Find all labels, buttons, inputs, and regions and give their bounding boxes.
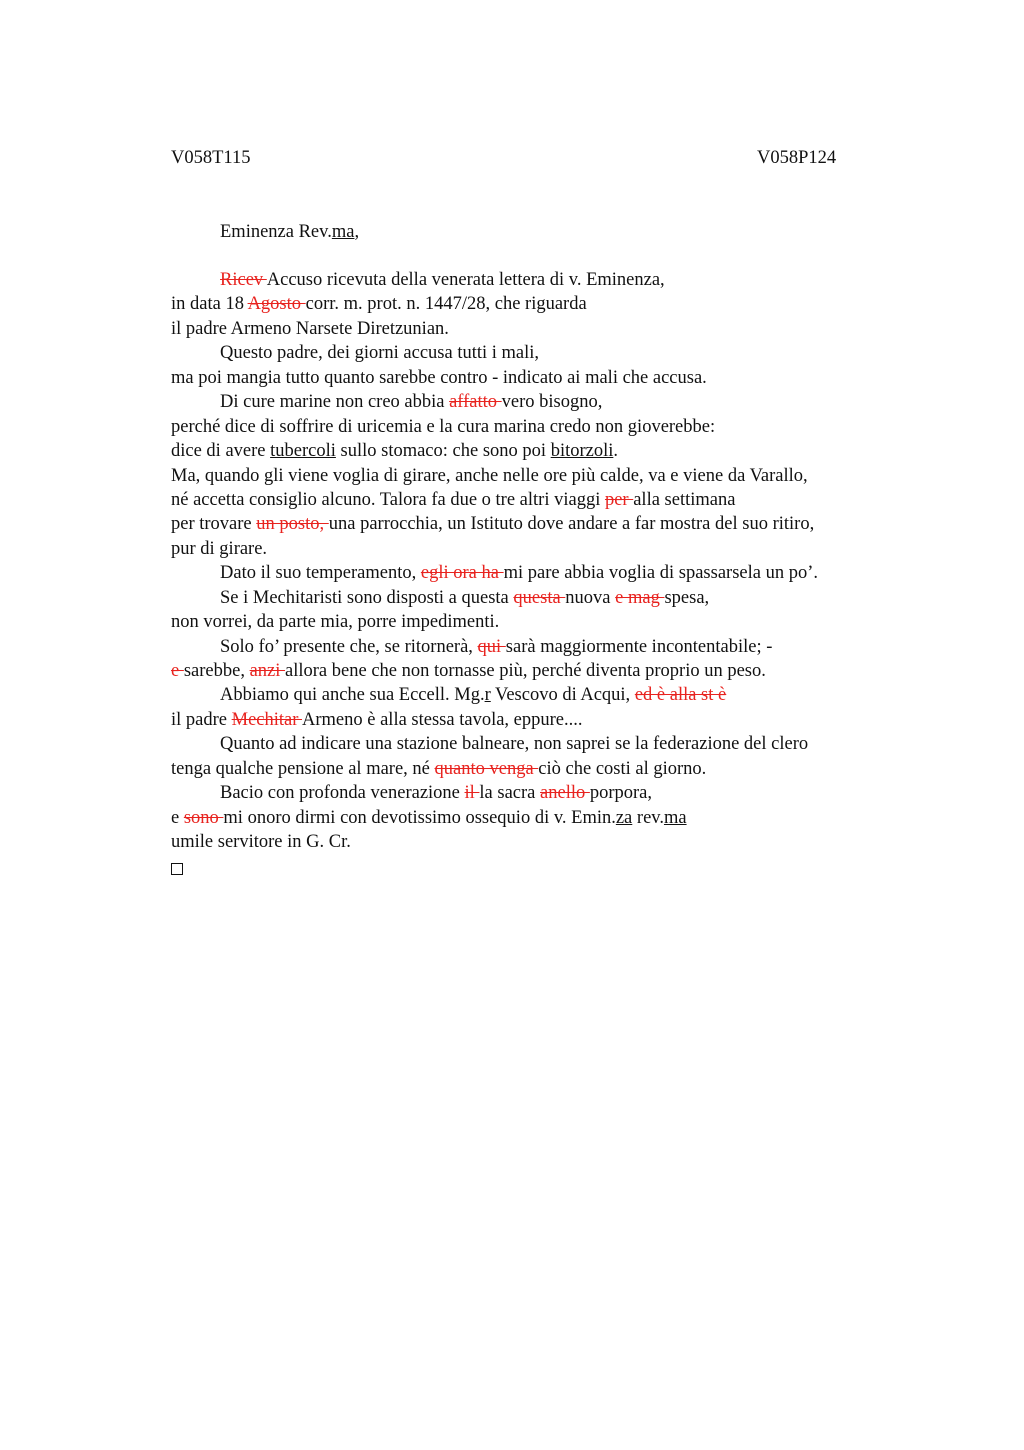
letter-line bbox=[171, 292, 911, 316]
salutation-abbr: ma bbox=[331, 222, 355, 242]
line-text: Quanto ad indicare una stazione balneare, non saprei se la federazione del clero bbox=[220, 734, 809, 755]
line-text: in data 18 bbox=[171, 294, 248, 315]
letter-line bbox=[171, 439, 911, 463]
end-of-document-box-icon bbox=[171, 863, 183, 875]
line-text: mi pare abbia voglia di spassarsela un po’. bbox=[503, 563, 819, 584]
letter-line bbox=[171, 757, 911, 781]
letter-line bbox=[171, 464, 911, 488]
line-text: né accetta consiglio alcuno. Talora fa due o tre altri viaggi bbox=[171, 489, 605, 510]
letter-line bbox=[171, 341, 911, 365]
deleted-text: qui bbox=[477, 636, 506, 657]
line-text: non vorrei, da parte mia, porre impedimenti. bbox=[171, 612, 500, 633]
line-text: nuova bbox=[565, 587, 616, 608]
underlined-text: r bbox=[484, 685, 491, 706]
line-text: allora bene che non tornasse più, perché diventa proprio un peso. bbox=[285, 661, 766, 681]
deleted-text: ed è alla st è bbox=[634, 685, 727, 706]
underlined-text: ma bbox=[663, 807, 687, 828]
line-text: umile servitore in G. Cr. bbox=[171, 832, 351, 853]
line-text: Dato il suo temperamento, bbox=[220, 563, 421, 584]
underlined-text: za bbox=[615, 807, 633, 828]
deleted-text: Agosto bbox=[247, 294, 306, 315]
line-text: per trovare bbox=[171, 514, 257, 535]
line-text: Vescovo di Acqui, bbox=[490, 685, 635, 706]
line-text: pur di girare. bbox=[171, 538, 268, 559]
letter-line bbox=[171, 366, 911, 390]
line-text: rev. bbox=[632, 807, 664, 828]
deleted-text: Mechitar bbox=[231, 709, 303, 730]
line-text: Ma, quando gli viene voglia di girare, anche nelle ore più calde, va e viene da Varallo, bbox=[171, 465, 808, 486]
letter-line bbox=[171, 732, 911, 756]
line-text: la sacra bbox=[479, 783, 541, 804]
line-text: una parrocchia, un Istituto dove andare a far mostra del suo ritiro, bbox=[328, 514, 815, 535]
line-text: . bbox=[613, 441, 618, 462]
deleted-text: Ricev bbox=[220, 270, 267, 290]
letter-line bbox=[171, 512, 911, 536]
line-text: perché dice di soffrire di uricemia e la cura marina credo non gioverebbe: bbox=[171, 416, 716, 437]
line-text: Bacio con profonda venerazione bbox=[220, 783, 465, 804]
underlined-text: bitorzoli bbox=[550, 441, 614, 462]
letter-line bbox=[171, 830, 911, 854]
line-text: sullo stomaco: che sono poi bbox=[335, 441, 551, 462]
line-text: spesa, bbox=[664, 587, 710, 608]
letter-line bbox=[171, 415, 911, 439]
underlined-text: tubercoli bbox=[270, 441, 336, 462]
deleted-text: affatto bbox=[449, 392, 502, 413]
line-text: Di cure marine non creo abbia bbox=[220, 392, 450, 413]
end-marker-line bbox=[171, 855, 911, 879]
letter-line bbox=[171, 708, 911, 732]
letter-line bbox=[171, 586, 911, 610]
line-text: il padre Armeno Narsete Diretzunian. bbox=[171, 318, 449, 339]
letter-body bbox=[171, 268, 911, 879]
deleted-text: anzi bbox=[249, 661, 286, 681]
line-text: mi onoro dirmi con devotissimo ossequio di v. Emin. bbox=[223, 807, 616, 828]
line-text: dice di avere bbox=[171, 441, 271, 462]
deleted-text: sono bbox=[183, 807, 224, 828]
letter-line bbox=[171, 635, 911, 659]
line-text: il padre bbox=[171, 709, 232, 730]
line-text: Abbiamo qui anche sua Eccell. Mg. bbox=[220, 685, 485, 706]
letter-line bbox=[171, 537, 911, 561]
deleted-text: per bbox=[604, 489, 634, 510]
line-text: tenga qualche pensione al mare, né bbox=[171, 758, 435, 779]
deleted-text: quanto venga bbox=[434, 758, 539, 779]
line-text: Se i Mechitaristi sono disposti a questa bbox=[220, 587, 514, 608]
deleted-text: un posto, bbox=[256, 514, 329, 535]
letter-line bbox=[171, 317, 911, 341]
line-text: Accuso ricevuta della venerata lettera di v. Eminenza, bbox=[266, 270, 665, 290]
document-code-left: V058T115 bbox=[171, 148, 251, 168]
document-code-right: V058P124 bbox=[757, 148, 837, 168]
letter-line bbox=[171, 488, 911, 512]
letter-line bbox=[171, 268, 911, 292]
deleted-text: egli ora ha bbox=[420, 563, 504, 584]
line-text: Solo fo’ presente che, se ritornerà, bbox=[220, 636, 478, 657]
line-text: Questo padre, dei giorni accusa tutti i mali, bbox=[220, 343, 540, 364]
line-text: sarà maggiormente incontentabile; - bbox=[505, 636, 773, 657]
line-text: ma poi mangia tutto quanto sarebbe contro - indicato ai mali che accusa. bbox=[171, 367, 707, 388]
line-text: Armeno è alla stessa tavola, eppure.... bbox=[302, 709, 583, 730]
letter-line bbox=[171, 781, 911, 805]
deleted-text: e mag bbox=[615, 587, 665, 608]
letter-line bbox=[171, 610, 911, 634]
line-text: vero bisogno, bbox=[501, 392, 603, 413]
deleted-text: il bbox=[464, 783, 480, 804]
letter-line bbox=[171, 659, 911, 683]
letter-line bbox=[171, 806, 911, 830]
letter-line bbox=[171, 683, 911, 707]
letter-line bbox=[171, 390, 911, 414]
letter-line bbox=[171, 561, 911, 585]
line-text: e bbox=[171, 807, 184, 828]
deleted-text: anello bbox=[540, 783, 590, 804]
salutation-punct: , bbox=[354, 222, 360, 242]
salutation-text: Eminenza Rev. bbox=[220, 222, 332, 242]
salutation bbox=[220, 220, 359, 244]
deleted-text: questa bbox=[513, 587, 566, 608]
deleted-text: e bbox=[171, 661, 184, 681]
line-text: ciò che costi al giorno. bbox=[538, 758, 707, 779]
line-text: porpora, bbox=[589, 783, 653, 804]
line-text: sarebbe, bbox=[183, 661, 250, 681]
line-text: corr. m. prot. n. 1447/28, che riguarda bbox=[305, 294, 587, 315]
line-text: alla settimana bbox=[633, 489, 736, 510]
